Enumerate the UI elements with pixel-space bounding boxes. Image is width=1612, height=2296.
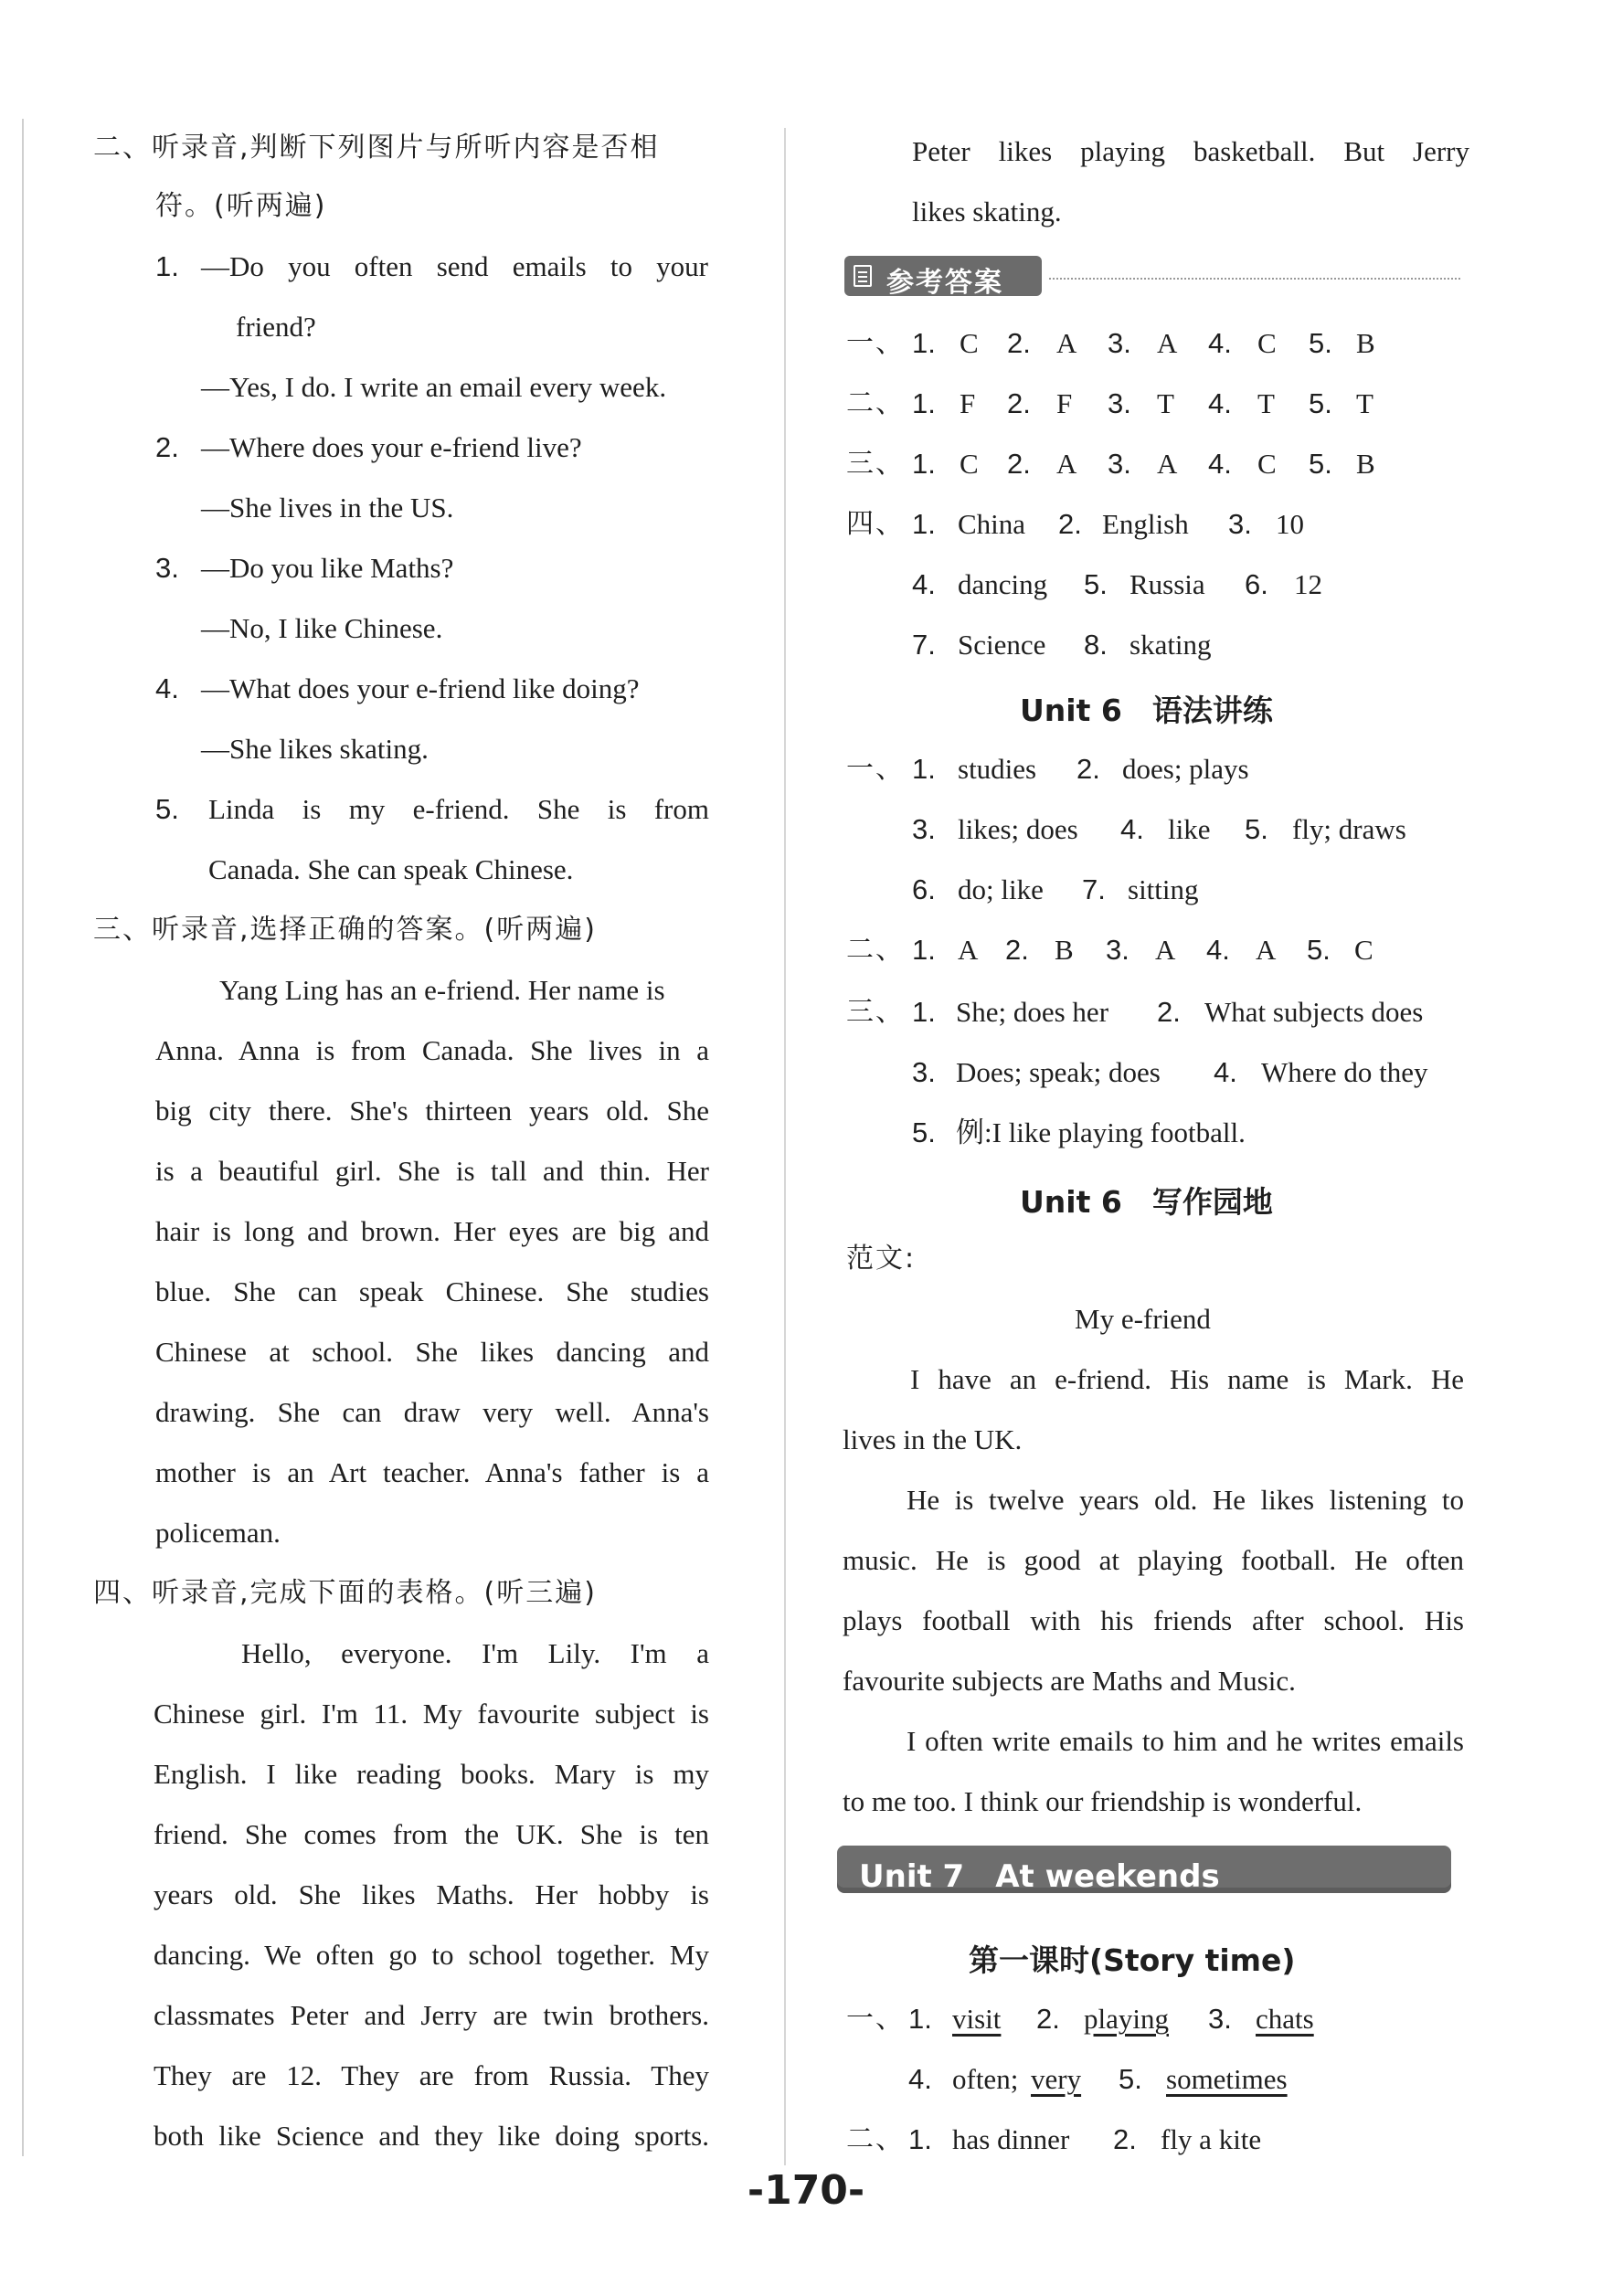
answer-value: 12 (1294, 568, 1322, 600)
essay-line: lives in the UK. (843, 1423, 1023, 1455)
dialog-line: —She likes skating. (201, 733, 429, 765)
passage-line: blue. She can speak Chinese. She studies (155, 1275, 709, 1307)
passage-line: big city there. She's thirteen years old. She (155, 1095, 709, 1127)
essay-line: He is twelve years old. He likes listening to (907, 1484, 1464, 1516)
statement-line: Canada. She can speak Chinese. (208, 853, 574, 885)
answer-num: 7. (912, 629, 936, 661)
answer-value: dancing (958, 568, 1048, 600)
answer-num: 4. (1120, 813, 1144, 845)
answer-num: 5. (1245, 813, 1268, 845)
lesson-heading: 第一课时(Story time) (969, 1942, 1296, 1978)
answer-value: sometimes (1166, 2063, 1288, 2095)
answer-value: B (1055, 934, 1074, 966)
answer-value: playing (1084, 2003, 1169, 2035)
answer-value: 10 (1276, 508, 1304, 540)
answer-num: 3. (1108, 448, 1131, 480)
row-label: 二、 (846, 934, 905, 966)
answer-value: English (1102, 508, 1189, 540)
answer-value: do; like (958, 873, 1044, 905)
answer-num: 5. (1309, 327, 1332, 359)
answer-value: chats (1256, 2003, 1314, 2035)
answer-value: C (1257, 448, 1277, 480)
answer-value: Where do they (1261, 1056, 1428, 1088)
answer-value: What subjects does (1204, 996, 1424, 1028)
answer-value: A (1256, 934, 1277, 966)
answer-value: 例:I like playing football. (956, 1116, 1246, 1148)
answer-num: 4. (1208, 387, 1232, 419)
answer-num: 4. (912, 568, 936, 600)
passage-line: years old. She likes Maths. Her hobby is (154, 1878, 709, 1910)
essay-line: I often write emails to him and he writes emails (907, 1725, 1464, 1757)
row-label: 三、 (846, 996, 905, 1028)
answer-value: B (1356, 448, 1375, 480)
passage-line: Yang Ling has an e-friend. Her name is (219, 974, 665, 1006)
left-margin-rule (22, 119, 24, 2156)
dialog-line: —Do you like Maths? (201, 552, 454, 584)
passage-line: drawing. She can draw very well. Anna's (155, 1396, 709, 1428)
answer-value: T (1157, 387, 1174, 419)
answer-num: 6. (912, 873, 936, 905)
unit7-banner-text: Unit 7 At weekends (859, 1858, 1220, 1895)
answer-value: fly; draws (1292, 813, 1406, 845)
dialog-line: —Where does your e-friend live? (201, 431, 582, 463)
answer-num: 5. (1309, 448, 1332, 480)
page-number: -170- (747, 2167, 865, 2214)
row-label: 一、 (846, 2003, 905, 2035)
passage-line: Peter likes playing basketball. But Jerry (912, 135, 1469, 167)
answer-num: 6. (1245, 568, 1268, 600)
answer-value: China (958, 508, 1026, 540)
passage-line: They are 12. They are from Russia. They (154, 2059, 709, 2091)
answer-num: 8. (1084, 629, 1108, 661)
dialog-line: —No, I like Chinese. (201, 612, 443, 644)
answer-value: sitting (1128, 873, 1199, 905)
dialog-line: friend? (236, 311, 316, 343)
essay-title: My e-friend (1075, 1303, 1211, 1335)
essay-line: to me too. I think our friendship is wonderful. (843, 1785, 1363, 1817)
passage-line: Hello, everyone. I'm Lily. I'm a (241, 1637, 709, 1669)
answer-value: A (1157, 448, 1178, 480)
answer-num: 4. (1206, 934, 1230, 966)
dialog-line: —She lives in the US. (201, 492, 454, 524)
answer-num: 1. (908, 2003, 932, 2035)
unit6-writing-heading: Unit 6 写作园地 (1020, 1184, 1273, 1220)
unit7-banner (837, 1846, 1451, 1893)
statement-line: Linda is my e-friend. She is from (208, 793, 709, 825)
item-number: 5. (155, 793, 179, 825)
row-label: 三、 (846, 448, 905, 480)
section-3-title: 三、听录音,选择正确的答案。(听两遍) (93, 914, 597, 946)
row-label: 四、 (846, 508, 905, 540)
answer-value: F (960, 387, 976, 419)
passage-line: dancing. We often go to school together. My (154, 1939, 709, 1971)
passage-line: both like Science and they like doing sports. (154, 2120, 709, 2152)
passage-line: friend. She comes from the UK. She is ten (154, 1818, 709, 1850)
dialog-line: —Yes, I do. I write an email every week. (201, 371, 667, 403)
answer-num: 2. (1007, 387, 1031, 419)
answer-num: 4. (908, 2063, 932, 2095)
passage-line: mother is an Art teacher. Anna's father is a (155, 1456, 709, 1488)
answer-num: 4. (1208, 327, 1232, 359)
answer-value: T (1257, 387, 1275, 419)
answer-value: fly a kite (1161, 2123, 1262, 2155)
item-number: 1. (155, 250, 179, 282)
dialog-line: —Do you often send emails to your (201, 250, 708, 282)
column-divider (784, 128, 786, 2165)
item-number: 3. (155, 552, 179, 584)
answer-value: A (958, 934, 979, 966)
answer-value: skating (1129, 629, 1212, 661)
passage-line: Anna. Anna is from Canada. She lives in a (155, 1034, 709, 1066)
passage-line: Chinese girl. I'm 11. My favourite subject is (154, 1698, 709, 1730)
item-number: 2. (155, 431, 179, 463)
answer-num: 2. (1007, 327, 1031, 359)
answer-num: 5. (1084, 568, 1108, 600)
model-essay-label: 范文: (846, 1243, 917, 1275)
answer-num: 2. (1007, 448, 1031, 480)
dotted-divider (1049, 278, 1460, 280)
dialog-line: —What does your e-friend like doing? (201, 672, 640, 704)
row-label: 一、 (846, 327, 905, 359)
answer-value: studies (958, 753, 1037, 785)
answer-num: 2. (1113, 2123, 1137, 2155)
answer-value: often; (952, 2063, 1019, 2095)
answer-key-tag (844, 256, 1042, 299)
answer-value: Does; speak; does (956, 1056, 1161, 1088)
row-label: 二、 (846, 387, 905, 419)
answer-value: like (1168, 813, 1211, 845)
answer-value: C (1257, 327, 1277, 359)
answer-num: 5. (912, 1116, 936, 1148)
answer-value: Russia (1129, 568, 1205, 600)
answer-num: 2. (1076, 753, 1100, 785)
passage-line: hair is long and brown. Her eyes are big and (155, 1215, 709, 1247)
answer-num: 3. (1108, 327, 1131, 359)
answer-value: C (960, 327, 979, 359)
answer-num: 1. (912, 387, 936, 419)
answer-num: 3. (1228, 508, 1252, 540)
answer-value: very (1031, 2063, 1082, 2095)
answer-num: 2. (1157, 996, 1181, 1028)
answer-num: 1. (912, 934, 936, 966)
answer-value: A (1056, 448, 1077, 480)
answer-value: visit (952, 2003, 1002, 2035)
answer-num: 1. (912, 448, 936, 480)
answer-value: A (1056, 327, 1077, 359)
answer-value: does; plays (1122, 753, 1249, 785)
answer-key-label: 参考答案 (886, 267, 1003, 299)
answer-num: 2. (1005, 934, 1029, 966)
answer-value: She; does her (956, 996, 1109, 1028)
answer-num: 2. (1058, 508, 1082, 540)
passage-line: likes skating. (912, 196, 1062, 227)
section-4-title: 四、听录音,完成下面的表格。(听三遍) (93, 1577, 597, 1609)
answer-num: 3. (1106, 934, 1129, 966)
row-label: 一、 (846, 753, 905, 785)
answer-value: T (1356, 387, 1373, 419)
document-icon (854, 265, 872, 287)
passage-line: classmates Peter and Jerry are twin brothers. (154, 1999, 709, 2031)
answer-num: 3. (912, 813, 936, 845)
answer-num: 5. (1307, 934, 1331, 966)
answer-value: has dinner (952, 2123, 1070, 2155)
answer-num: 1. (912, 508, 936, 540)
answer-num: 4. (1208, 448, 1232, 480)
passage-line: English. I like reading books. Mary is my (154, 1758, 709, 1790)
answer-value: Science (958, 629, 1046, 661)
answer-num: 3. (1108, 387, 1131, 419)
answer-value: C (1354, 934, 1373, 966)
answer-num: 7. (1082, 873, 1106, 905)
essay-line: plays football with his friends after school. His (843, 1604, 1464, 1636)
answer-value: A (1155, 934, 1176, 966)
answer-value: B (1356, 327, 1375, 359)
unit6-grammar-heading: Unit 6 语法讲练 (1020, 693, 1273, 728)
passage-line: Chinese at school. She likes dancing and (155, 1336, 709, 1368)
answer-num: 2. (1036, 2003, 1060, 2035)
answer-num: 4. (1214, 1056, 1237, 1088)
passage-line: is a beautiful girl. She is tall and thin. Her (155, 1155, 709, 1187)
passage-line: policeman. (155, 1517, 281, 1549)
answer-num: 3. (912, 1056, 936, 1088)
answer-value: A (1157, 327, 1178, 359)
item-number: 4. (155, 672, 179, 704)
section-2-title-cont: 符。(听两遍) (155, 190, 327, 222)
essay-line: music. He is good at playing football. He often (843, 1544, 1464, 1576)
essay-line: favourite subjects are Maths and Music. (843, 1665, 1296, 1697)
answer-num: 3. (1208, 2003, 1232, 2035)
answer-value: likes; does (958, 813, 1078, 845)
row-label: 二、 (846, 2123, 905, 2155)
answer-value: C (960, 448, 979, 480)
section-2-title: 二、听录音,判断下列图片与所听内容是否相 (93, 132, 660, 164)
answer-num: 1. (912, 327, 936, 359)
essay-line: I have an e-friend. His name is Mark. He (910, 1363, 1464, 1395)
answer-value: F (1056, 387, 1073, 419)
answer-num: 1. (908, 2123, 932, 2155)
answer-num: 1. (912, 996, 936, 1028)
answer-num: 5. (1309, 387, 1332, 419)
answer-num: 1. (912, 753, 936, 785)
answer-num: 5. (1119, 2063, 1142, 2095)
